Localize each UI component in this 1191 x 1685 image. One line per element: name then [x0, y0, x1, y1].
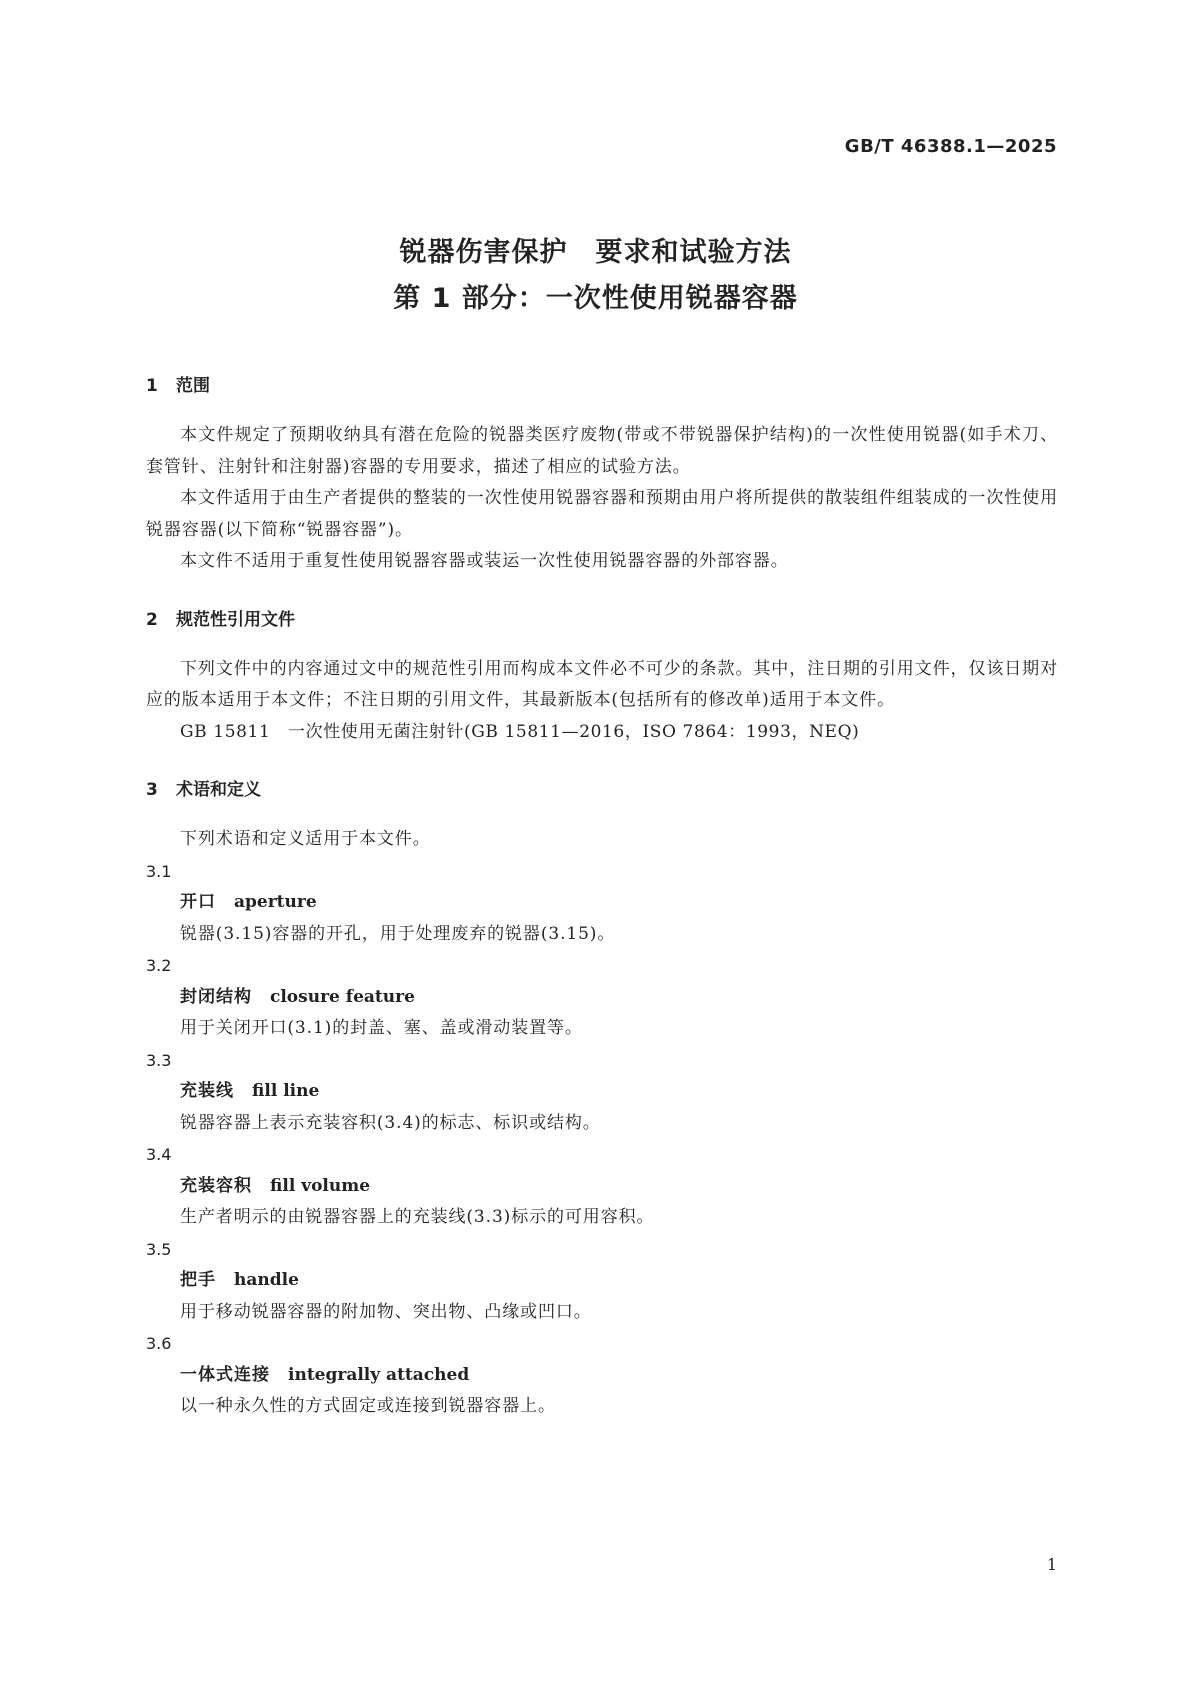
section-heading-terms [146, 778, 1058, 802]
terms-intro: 下列术语和定义适用于本文件。 [180, 829, 431, 849]
title-line-2: 第 1 部分：一次性使用锐器容器 [393, 283, 798, 314]
term-definition: 用于移动锐器容器的附加物、突出物、凸缘或凹口。 [180, 1301, 592, 1322]
term-number: 3.4 [146, 1145, 172, 1164]
document-title [0, 230, 1191, 322]
term-number: 3.5 [146, 1239, 172, 1259]
term-definition: 以一种永久性的方式固定或连接到锐器容器上。 [180, 1396, 556, 1416]
term-zh: 一体式连接 [180, 1364, 270, 1385]
section-title: 术语和定义 [176, 780, 261, 800]
term-en: fill line [252, 1081, 320, 1101]
term-entry [146, 856, 1058, 951]
paragraph: 下列文件中的内容通过文中的规范性引用而构成本文件必不可少的条款。其中，注日期的引用文件，仅该日期对应的版本适用于本文件；不注日期的引用文件，其最新版本(包括所有的修改单)适用于本文件。 [146, 658, 1058, 710]
term-en: aperture [234, 892, 317, 912]
paragraph: 本文件不适用于重复性使用锐器容器或装运一次性使用锐器容器的外部容器。 [180, 551, 789, 571]
term-title [146, 1360, 1058, 1392]
reference-code: GB 15811 [180, 721, 271, 742]
title-line-1: 锐器伤害保护 要求和试验方法 [399, 237, 792, 268]
term-zh: 充装容积 [180, 1175, 252, 1196]
term-en: closure feature [270, 986, 415, 1007]
term-number: 3.3 [146, 1050, 172, 1070]
standard-number: GB/T 46388.1—2025 [844, 136, 1057, 157]
term-zh: 充装线 [180, 1081, 234, 1101]
term-number: 3.6 [146, 1334, 172, 1353]
term-definition: 生产者明示的由锐器容器上的充装线(3.3)标示的可用容积。 [180, 1207, 655, 1227]
section-number: 1 [146, 376, 158, 396]
term-number: 3.1 [146, 861, 172, 881]
term-number: 3.2 [146, 956, 172, 975]
term-title [146, 1265, 1058, 1297]
section-number: 2 [146, 609, 158, 630]
paragraph: 本文件适用于由生产者提供的整装的一次性使用锐器容器和预期由用户将所提供的散装组件组装成的一次性使用锐器容器(以下简称“锐器容器”)。 [146, 488, 1058, 540]
term-zh: 把手 [180, 1270, 216, 1290]
term-en: integrally attached [288, 1364, 470, 1385]
term-entry [146, 950, 1058, 1045]
paragraph: 本文件规定了预期收纳具有潜在危险的锐器类医疗废物(带或不带锐器保护结构)的一次性使用锐器(如手术刀、套管针、注射针和注射器)容器的专用要求，描述了相应的试验方法。 [146, 425, 1058, 477]
term-en: fill volume [270, 1175, 371, 1196]
term-entry [146, 1328, 1058, 1423]
term-title [146, 982, 1058, 1014]
term-zh: 封闭结构 [180, 986, 252, 1007]
reference-entry [146, 717, 1058, 749]
document-body [146, 374, 1058, 1423]
reference-title: 一次性使用无菌注射针(GB 15811—2016，ISO 7864：1993，NEQ) [288, 721, 860, 742]
term-entry [146, 1139, 1058, 1234]
term-title [146, 887, 1058, 919]
term-title [146, 1171, 1058, 1203]
term-entry [146, 1045, 1058, 1140]
term-zh: 开口 [180, 892, 216, 912]
term-definition: 用于关闭开口(3.1)的封盖、塞、盖或滑动装置等。 [180, 1018, 583, 1038]
term-entry [146, 1234, 1058, 1329]
section-heading-normative-references [146, 608, 1058, 632]
term-title [146, 1076, 1058, 1108]
term-en: handle [234, 1270, 299, 1290]
section-heading-scope [146, 374, 1058, 398]
section-title: 规范性引用文件 [176, 609, 295, 630]
section-title: 范围 [176, 376, 210, 396]
term-definition: 锐器容器上表示充装容积(3.4)的标志、标识或结构。 [180, 1112, 601, 1133]
section-number: 3 [146, 780, 158, 800]
page-number: 1 [1046, 1555, 1057, 1574]
term-definition: 锐器(3.15)容器的开孔，用于处理废弃的锐器(3.15)。 [180, 923, 616, 944]
